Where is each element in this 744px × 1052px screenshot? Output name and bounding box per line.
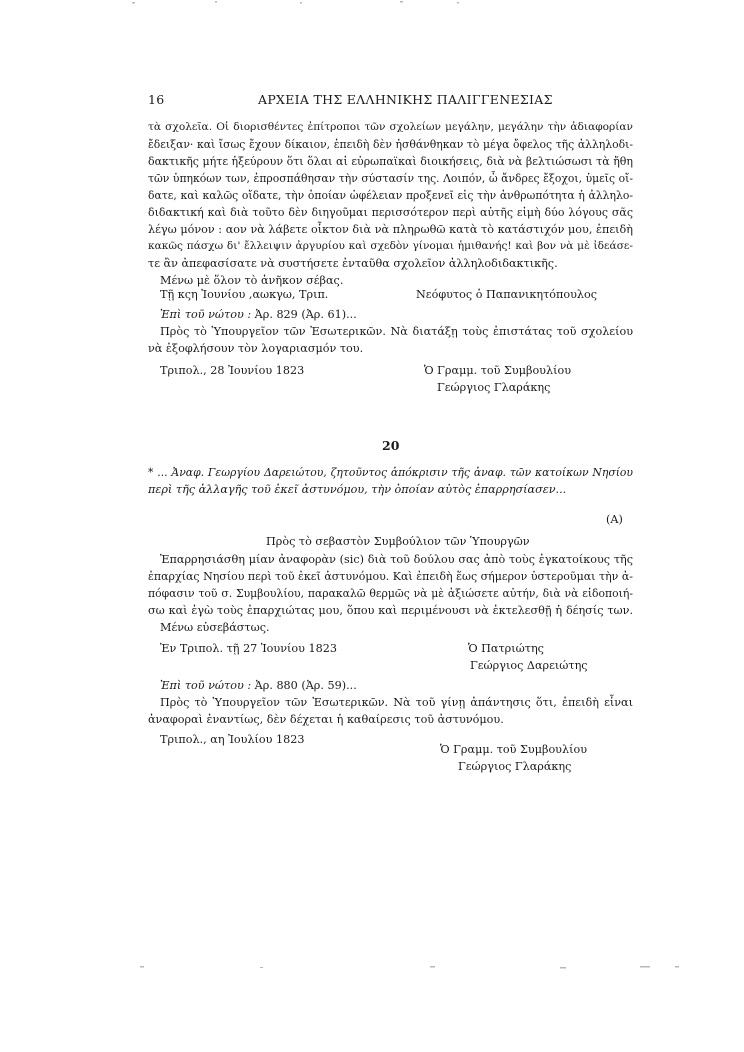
doc19-date-place: Τῇ κςη Ἰουνίου ,αωκγω, Τριπ.	[160, 288, 329, 301]
doc19-line: διδακτική καὶ διὰ τοῦτο δὲν διηγοῦμαι περισσότερον περὶ αὐτῆς εἰμὴ δύο λόγους σᾶς	[148, 206, 633, 219]
verso-label: Ἐπὶ τοῦ νώτου :	[160, 679, 252, 692]
doc20-number: 20	[382, 438, 400, 453]
doc20-addressee: Πρὸς τὸ σεβαστὸν Συμβούλιον τῶν Ὑπουργῶν	[266, 535, 530, 548]
doc19-signer: Νεόφυτος ὁ Παπανικητόπουλος	[416, 288, 597, 301]
doc19-line: τε ἂν ἀπεφασίσατε νὰ συστήσετε ἐνταῦθα σχολεῖον ἀλληλοδιδακτικῆς.	[148, 257, 558, 270]
verso-line: Πρὸς τὸ Ὑπουργεῖον τῶν Ἐσωτερικῶν. Νὰ τοῦ γίνῃ ἀπάντησις ὅτι, ἐπειδὴ εἶναι	[160, 696, 633, 709]
doc20-verso-text	[148, 694, 633, 728]
doc19-line: τὰ σχολεῖα. Οἱ διορισθέντες ἐπίτροποι τῶν σχολείων μεγάλην, μεγάλην τὴν ἀδιαφορίαν	[148, 121, 633, 133]
doc20-sign-title: Ὁ Πατριώτης	[468, 642, 544, 655]
doc19-verso-text	[148, 323, 633, 357]
doc20-summary	[148, 464, 633, 498]
doc20-verso-date: Τριπολ., αη Ἰουλίου 1823	[160, 733, 305, 746]
doc20-sign-name: Γεώργιος Δαρειώτης	[470, 659, 588, 672]
verso-line: ἀναφοραὶ ἐναντίως, δὲν δέχεται ἡ καθαίρεσις τοῦ ἀστυνόμου.	[148, 713, 504, 726]
doc20-verso-sign-title: Ὁ Γραμμ. τοῦ Συμβουλίου	[440, 743, 587, 756]
verso-ref: Ἀρ. 829 (Ἀρ. 61)...	[254, 308, 357, 321]
doc19-line: λέγω μόνον : αον νὰ λάβετε οἶκτον διὰ νὰ πληρωθῶ κατὰ τὸ κατάστιχόν μου, ἐπειδὴ	[148, 223, 633, 236]
doc19-verso-note	[160, 306, 357, 323]
doc19-closing: Μένω μὲ ὅλον τὸ ἀνῆκον σέβας.	[160, 274, 344, 287]
doc19-line: δατε, καὶ καλῶς οἴδατε, τὴν ὁποίαν ὠφέλειαν προξενεῖ εἰς τὴν ἀνθρωπότητα ἡ ἀλληλο-	[148, 189, 633, 202]
doc19-line: κακῶς πάσχω δι' ἔλλειψιν ἀργυρίου καὶ σχεδὸν γίνομαι ἡμιθανής! καὶ βον νὰ μὲ ἰδεάσε-	[148, 240, 633, 252]
verso-line: Πρὸς τὸ Ὑπουργεῖον τῶν Ἐσωτερικῶν. Νὰ διατάξῃ τοὺς ἐπιστάτας τοῦ σχολείου	[160, 325, 633, 338]
doc19-verso-date: Τριπολ., 28 Ἰουνίου 1823	[160, 364, 305, 377]
doc19-paragraph	[148, 119, 633, 289]
summary-line: περὶ τῆς ἀλλαγῆς τοῦ ἐκεῖ ἀστυνόμου, τὴν ὁποίαν αὐτὸς ἐπαρρησίασεν...	[148, 483, 567, 496]
doc20-line: ἐπαρχίας Νησίου περὶ τοῦ ἐκεῖ ἀστυνόμου. Καὶ ἐπειδὴ ἕως σήμερον ὑστεροῦμαι τὴν ἀ-	[148, 570, 633, 583]
doc20-line: Ἐπαρρησιάσθη μίαν ἀναφορὰν (sic) διὰ τοῦ δούλου σας ἀπὸ τοὺς ἐγκατοίκους τῆς	[160, 553, 633, 566]
page-number: 16	[148, 92, 165, 107]
summary-line: * ... Ἀναφ. Γεωργίου Δαρειώτου, ζητοῦντος ἀπόκρισιν τῆς ἀναφ. τῶν κατοίκων Νησίου	[148, 466, 633, 479]
verso-label: Ἐπὶ τοῦ νώτου :	[160, 308, 252, 321]
doc20-closing: Μένω εὐσεβάστως.	[160, 621, 270, 634]
verso-line: νὰ ἐξοφλήσουν τὸν λογαριασμόν του.	[148, 342, 364, 355]
doc20-line: πόφασιν τοῦ σ. Συμβουλίου, παρακαλῶ θερμῶς νὰ μὲ ἀξιώσετε αὐτήν, διὰ νὰ εἰδοποιή-	[148, 587, 633, 600]
doc19-verso-sign-name: Γεώργιος Γλαράκης	[437, 381, 551, 394]
doc19-line: ἔδειξαν· καὶ ἴσως ἔχουν δίκαιον, ἐπειδὴ δὲν ἠσθάνθηκαν τὸ μέγα ὄφελος τῆς ἀλληλοδι-	[148, 138, 633, 151]
doc19-line: δακτικῆς μήτε ἠξεύρουν ὅτι ὅλαι αἱ εὐρωπαϊκαὶ διοικήσεις, διὰ νὰ βελτιώσωσι τὰ ἤθη	[148, 155, 633, 168]
doc20-line: σω καὶ ἐγὼ τοὺς ἐπαρχιώτας μου, ὅπου καὶ περιμένουσι νὰ ἐκτελεσθῇ ἡ δέησίς των.	[148, 604, 633, 617]
doc19-line: τῶν ὑπηκόων των, ἐπροσπάθησαν τὴν σύστασίν της. Λοιπόν, ὦ ἄνδρες ἔξοχοι, ὑμεῖς οἴ-	[148, 172, 633, 185]
doc20-date-place: Ἐν Τριπολ. τῇ 27 Ἰουνίου 1823	[160, 642, 337, 655]
doc20-paragraph	[148, 551, 633, 636]
doc20-section-mark: (Α)	[606, 513, 623, 526]
doc20-verso-sign-name: Γεώργιος Γλαράκης	[458, 760, 572, 773]
doc19-verso-sign-title: Ὁ Γραμμ. τοῦ Συμβουλίου	[424, 364, 571, 377]
doc20-verso-note	[160, 677, 357, 694]
running-title: ΑΡΧΕΙΑ ΤΗΣ ΕΛΛΗΝΙΚΗΣ ΠΑΛΙΓΓΕΝΕΣΙΑΣ	[258, 92, 553, 107]
verso-ref: Ἀρ. 880 (Ἀρ. 59)...	[254, 679, 357, 692]
